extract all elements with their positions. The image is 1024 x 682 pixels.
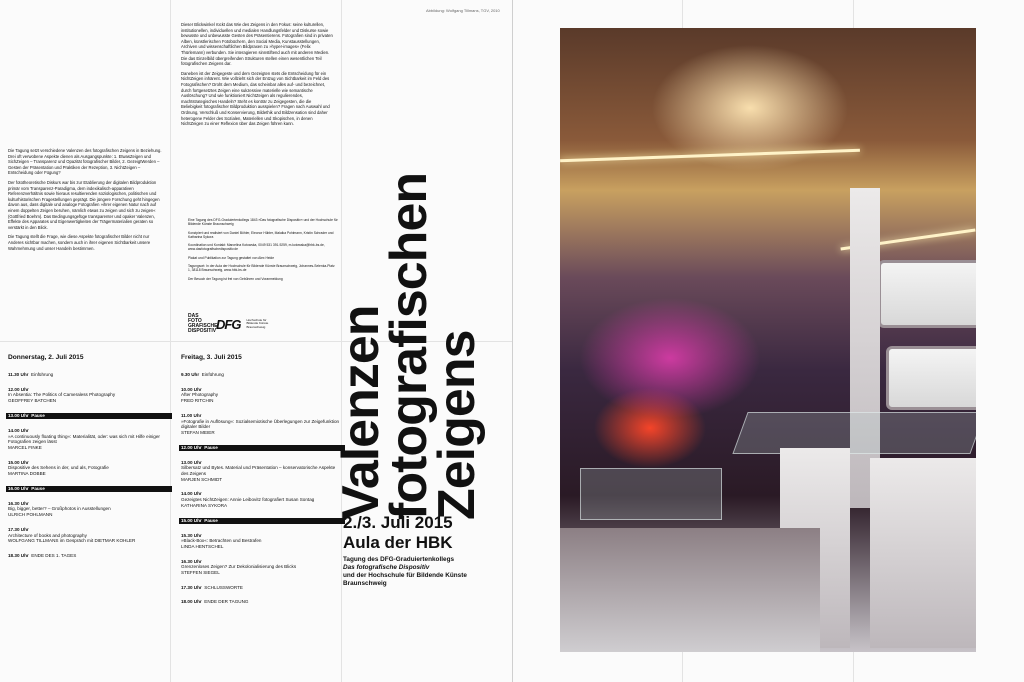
credits-line: Eine Tagung des DFG-Graduiertenkollegs 1843 »Das fotografische Dispositiv« und der Hochschule für Bildende Künste Braunschweig xyxy=(188,218,338,227)
item-title: Big, bigger, better? – Großphotos in Ausstellungen xyxy=(8,506,111,512)
item-title: Einführung xyxy=(201,372,224,377)
dasfoto-logo: DAS FOTO GRAFISCHE DISPOSITIV xyxy=(188,313,218,334)
program-item xyxy=(8,387,170,404)
floor xyxy=(560,528,820,652)
item-time: 12.00 Uhr xyxy=(8,386,29,392)
program-item xyxy=(8,428,170,451)
item-time: 16.30 Uhr xyxy=(8,500,29,506)
item-time: 15.30 Uhr xyxy=(181,532,202,538)
credits-block xyxy=(188,218,338,285)
item-time: 15.00 Uhr xyxy=(8,459,29,465)
center-fold xyxy=(512,0,513,682)
item-speaker: FRED RITCHIN xyxy=(181,398,214,404)
intro-paragraph: Die Tagung stellt die Frage, wie diese Aspekte fotografischer Bilder nicht nur Anderes sichtbar machen, sondern auch in ihrer eigenen Sichtbarkeit unsere Wahrnehmung und unser Handeln bestimmen. xyxy=(8,234,151,251)
pause-bar xyxy=(6,486,172,492)
day1-program xyxy=(8,372,170,568)
item-title: ENDE DES 1. TAGES xyxy=(31,552,77,558)
train-window xyxy=(878,260,976,328)
program-item xyxy=(8,372,170,378)
poster-title xyxy=(332,172,486,520)
item-time: 16.30 Uhr xyxy=(181,558,202,564)
item-time: 14.00 Uhr xyxy=(181,491,202,497)
program-item xyxy=(181,387,343,404)
item-title: »Black-Box«: Betrachten und Bestrafen xyxy=(181,538,262,544)
title-line: fotografischen xyxy=(380,172,438,520)
organizer-line xyxy=(343,564,467,572)
credits-line: Tagungsort: In der Aula der Hochschule für Bildende Künste Braunschweig, Johannes-Selenka-Platz 1, 38118 Braunschweig, www.hbk-bs.de xyxy=(188,264,335,273)
item-time: 13.00 Uhr xyxy=(181,459,202,465)
item-title: Silbersatz und Bytes. Material und Präsentation – konservatorische Aspekte des Zeigens xyxy=(181,465,336,477)
item-title: Gezeigtes NichtZeigen: Annie Leibovitz fotografiert Susan Sontag xyxy=(181,497,315,503)
item-title: Architecture of books and photography xyxy=(8,532,87,538)
dfg-logo: DFG xyxy=(216,316,241,332)
credits-line: Koordination und Kontakt: Marcelina Kotowska, 0049 531 391-9259, m.kotowska@hbk-bs.de, www.dasfotografischedispositiv.de xyxy=(188,243,325,252)
intro-paragraph: Daneben ist der Zeigegeste und dem Gezeigten stets die Entscheidung für ein NichtZeigen inhärent. Wie vollzieht sich der Entzug von Sichtbarkeit im Feld des Fotografischen? Droht dem Medium, das scheinbar alles auf- und bezeichnet, durch fortgesetztes Zeigen eine sukzessive materielle wie semantische Auslöschung? Und wie funktioniert NichtZeigen als regulierendes, machtstrategisches Handeln? Steht es konträr zu Zeigegesten, die die Beliebigkeit fotografischer Bildproduktion ausspielen? Fragen nach Auswahl und Ordnung, Verschluß und Konservierung, Bildethik und Bildzensation sind daher heterogene Felder des Sozialen, Materiellen und Skopischen, in denen NichtZeigen zu einer Reflexion über das Zeigen führen kann. xyxy=(181,70,330,127)
event-date: 2./3. Juli 2015 xyxy=(343,513,453,532)
credits-line: Plakat und Publikation zur Tagung gestaltet von Alex Heide xyxy=(188,255,275,260)
glass-partition xyxy=(732,412,976,454)
ceiling-light xyxy=(560,149,860,162)
glass-partition xyxy=(580,468,722,520)
pause-label: Pause xyxy=(204,444,218,450)
organizer-line: Braunschweig xyxy=(343,580,387,587)
item-time: 18.30 Uhr xyxy=(8,552,29,558)
item-speaker: STEFAN MEIER xyxy=(181,429,215,435)
credits-line: Der Besuch der Tagung ist frei von Gebühren und Voranmeldung xyxy=(188,276,283,281)
item-speaker: ULRICH POHLMANN xyxy=(8,512,53,518)
pause-bar xyxy=(179,445,345,451)
item-title: ENDE DER TAGUNG xyxy=(204,599,249,605)
title-line: Zeigens xyxy=(428,330,486,520)
item-speaker: LINDA HENTSCHEL xyxy=(181,543,224,549)
program-item xyxy=(8,553,170,559)
pause-time: 15.00 Uhr xyxy=(181,517,202,523)
item-title: After Photography xyxy=(181,392,219,398)
item-time: 11.30 Uhr xyxy=(8,372,29,377)
item-speaker: GEOFFREY BATCHEN xyxy=(8,398,57,404)
program-item xyxy=(8,527,170,544)
title-line: Valenzen xyxy=(332,305,390,520)
program-item xyxy=(181,599,343,605)
program-item xyxy=(181,559,343,576)
item-speaker: MARCEL FINKE xyxy=(8,444,42,450)
item-time: 9.30 Uhr xyxy=(181,372,200,377)
item-speaker: KATHARINA SYKORA xyxy=(181,502,228,508)
program-item xyxy=(181,372,343,378)
item-title: Einführung xyxy=(31,372,54,377)
pause-label: Pause xyxy=(31,485,45,491)
intro-column-1 xyxy=(8,148,162,255)
item-title: SCHLUSSWORTE xyxy=(204,584,243,590)
pause-time: 12.00 Uhr xyxy=(181,444,202,450)
logo-row xyxy=(188,314,276,334)
item-speaker: MARJEN SCHMIDT xyxy=(181,476,223,482)
item-time: 14.00 Uhr xyxy=(8,427,29,433)
item-title: Dispositive des Sehens in der, und als, Fotografie xyxy=(8,465,109,471)
item-time: 18.00 Uhr xyxy=(181,599,202,605)
program-item xyxy=(181,585,343,591)
intro-paragraph: Dieser Blickwinkel rückt das Wie des Zeigens in den Fokus: seine kulturellen, institutionellen, individuellen und medialen Handlungsfelder und Diskurse sowie bewusste und unbewusste Gesten des Präsentierens. Fotografien sind in privaten Alben, künstlerischen Fotobüchern, den Social Media, Kunstausstellungen, Archiven und wissenschaftlichen Bildpraxen zu »hyper-images« (Felix Thürlemann) verbunden. Sie interagieren sinnstiftend auch mit anderen Medien. Die das Einzelbild übergreifenden Strukturen stellen einen wesentlichen Teil fotografischen Zeigens dar. xyxy=(181,22,333,67)
hbk-logo: Hochschule für Bildende Künste Braunschweig xyxy=(246,317,269,329)
program-item xyxy=(181,413,343,436)
credits-line: Konzipiert und realisiert von Daniel Böhler, Eleonor Hübler, Malaika Pohlmann, Kristin Schrader und Katharina Sykora xyxy=(188,230,334,239)
pause-time: 16.00 Uhr xyxy=(8,485,29,491)
item-title: »Fotografie in Auflösung«: Sozialsemiotische Überlegungen zur Zeigefunktion digitaler Bilder xyxy=(181,418,340,430)
program-item xyxy=(181,533,343,550)
item-time: 10.00 Uhr xyxy=(181,386,202,392)
date-venue xyxy=(343,513,453,553)
seat-back xyxy=(870,458,976,648)
item-title: In Absentia: The Politics of Cameraless Photography xyxy=(8,392,116,398)
program-item xyxy=(8,501,170,518)
item-speaker: STEFFEN SIEGEL xyxy=(181,570,220,576)
train-window xyxy=(886,346,976,410)
program-item xyxy=(181,460,343,483)
intro-paragraph: Die Tagung setzt verschiedene Valenzen des fotografischen Zeigens in Beziehung. Drei oft verwobene Aspekte dienen als Ausgangspunkte: 1. EtwasZeigen und SichZeigen – Transparenz und Opazität fotografischer Bilder, 2. GezeigtWerden – Gesten der Präsentation und Praktiken der Rezeption, 3. NichtZeigen – Entscheidung oder Fügung? xyxy=(8,148,162,176)
day2-title: Freitag, 3. Juli 2015 xyxy=(181,354,242,361)
item-speaker: WOLFGANG TILLMANS im Gespräch mit DIETMAR KOHLER xyxy=(8,538,136,544)
pause-bar xyxy=(6,413,172,419)
train-interior-photo xyxy=(560,28,976,652)
organizer-name: Das fotografische Dispositiv xyxy=(343,564,430,571)
event-venue: Aula der HBK xyxy=(343,533,453,552)
pause-label: Pause xyxy=(31,412,45,418)
pause-bar xyxy=(179,518,345,524)
image-credit: Abbildung: Wolfgang Tillmans, TGV, 2010 xyxy=(426,8,500,13)
organizer-block xyxy=(343,556,467,588)
item-title: »A continuously floating thing«: Materialität, oder: was sich mit Hilfe einiger Fotografien zeigen lässt xyxy=(8,433,160,445)
item-speaker: MARTINA DOBBE xyxy=(8,471,46,477)
item-title: Grenzenloses Zeigen? Zur Dekolonialisierung des Blicks xyxy=(181,564,297,570)
organizer-line: und der Hochschule für Bildende Künste xyxy=(343,572,467,579)
program-item xyxy=(8,460,170,477)
item-time: 17.30 Uhr xyxy=(8,526,29,532)
pause-label: Pause xyxy=(204,517,218,523)
intro-column-2 xyxy=(181,22,333,131)
intro-paragraph: Der fototheoretische Diskurs war bis zur Etablierung der digitalen Bildproduktion primär vom Transparenz-Paradigma, dem indexikalisch-apparativen Referenzverhältnis sowie hieraus resultierenden soziologischen, politischen und kulturhistorischen Fragestellungen geprägt. Die jüngere Forschung geht hingegen davon aus, dass digitale und analoge Fotografien »ihrer eigenen Natur nach auf einem doppelten Zeigen beruhen, nämlich etwas zu zeigen und sich zu zeigen« (Gottfried Boehm). Das Bedingungsgefüge transparenter und opaker Valenzen, Effekte des Apparates und Eigenwertigkeiten der Trägermaterialien geraten so verstärkt in den Blick. xyxy=(8,179,160,230)
item-time: 11.00 Uhr xyxy=(181,412,202,418)
item-time: 17.30 Uhr xyxy=(181,584,202,590)
organizer-line: Tagung des DFG-Graduiertenkollegs xyxy=(343,556,455,563)
day2-program xyxy=(181,372,343,614)
pause-time: 13.00 Uhr xyxy=(8,412,29,418)
program-item xyxy=(181,491,343,508)
day1-title: Donnerstag, 2. Juli 2015 xyxy=(8,354,84,361)
